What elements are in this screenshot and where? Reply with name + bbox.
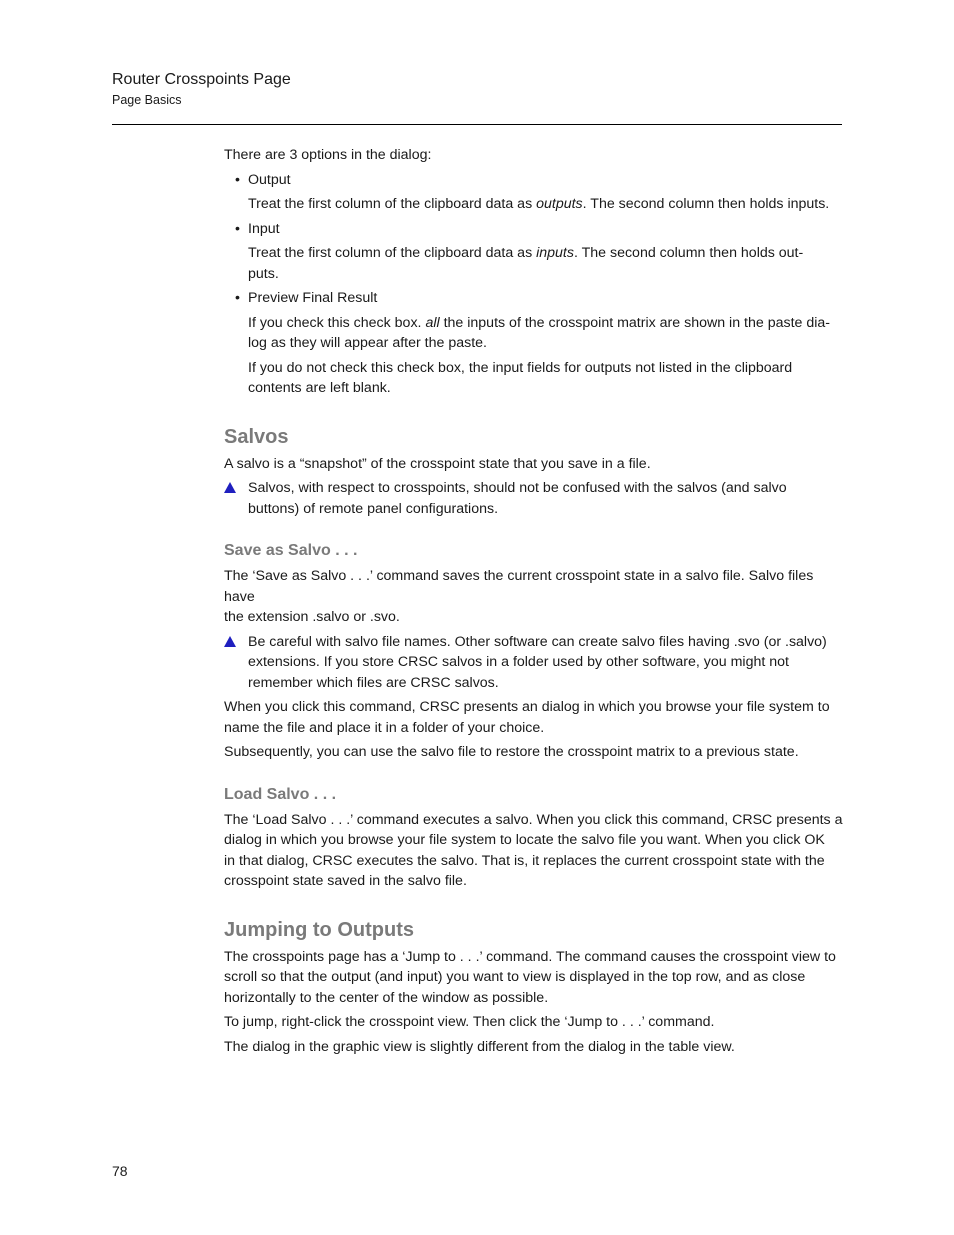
- option-label: Input: [248, 220, 280, 237]
- warning-triangle-icon: [224, 482, 236, 493]
- option-description: If you check this check box. all the inputs of the crosspoint matrix are shown in the paste dia- log as they will appear after the paste.: [248, 314, 831, 351]
- section-heading-jumping-to-outputs: Jumping to Outputs: [224, 918, 414, 941]
- subsection-heading-save-as-salvo: Save as Salvo . . .: [224, 542, 358, 559]
- page-body: [224, 145, 844, 1057]
- page-number: 78: [112, 1163, 128, 1179]
- salvos-note: [224, 478, 844, 519]
- bullet-icon: •: [235, 290, 240, 306]
- running-header-subtitle: Page Basics: [112, 93, 182, 107]
- option-preview-final-result: [224, 288, 844, 309]
- save-as-salvo-paragraph: Subsequently, you can use the salvo file to restore the crosspoint matrix to a previous state.: [224, 744, 799, 760]
- jumping-paragraph: The dialog in the graphic view is slightly different from the dialog in the table view.: [224, 1038, 735, 1055]
- header-divider: [112, 124, 842, 125]
- save-as-salvo-note: [224, 632, 844, 694]
- option-input: [224, 219, 844, 240]
- jumping-paragraph: The crosspoints page has a ‘Jump to . . .’ command. The command causes the crosspoint view to scroll so that the output (and input) you want to view is displayed in the top row, and as close horizontally to the center of the window as possible.: [224, 948, 836, 1006]
- option-output: [224, 170, 844, 191]
- section-heading-salvos: Salvos: [224, 425, 289, 448]
- option-description: If you do not check this check box, the input fields for outputs not listed in the clipboard contents are left blank.: [248, 359, 793, 396]
- note-text: Salvos, with respect to crosspoints, should not be confused with the salvos (and salvo buttons) of remote panel configurations.: [248, 480, 787, 517]
- warning-triangle-icon: [224, 636, 236, 647]
- load-salvo-paragraph: The ‘Load Salvo . . .’ command executes a salvo. When you click this command, CRSC presents a dialog in which you browse your file system to locate the salvo file you want. When you click OK in that dialog, CRSC executes the salvo. That is, it replaces the current crosspoint state with the crosspoint state saved in the salvo file.: [224, 811, 843, 889]
- option-label: Preview Final Result: [248, 290, 378, 306]
- options-intro: There are 3 options in the dialog:: [224, 147, 432, 163]
- note-text: Be careful with salvo file names. Other software can create salvo files having .svo (or .salvo) extensions. If you store CRSC salvos in a folder used by other software, you might not remember which files are CRSC salvos.: [248, 633, 827, 691]
- save-as-salvo-paragraph: When you click this command, CRSC presents an dialog in which you browse your file system to name the file and place it in a folder of your choice.: [224, 699, 830, 736]
- option-description: Treat the first column of the clipboard data as inputs. The second column then holds out- puts.: [248, 245, 804, 282]
- save-as-salvo-paragraph: The ‘Save as Salvo . . .’ command saves the current crosspoint state in a salvo file. Salvo files have the extension .salvo or .svo.: [224, 568, 814, 625]
- bullet-icon: •: [235, 171, 240, 188]
- subsection-heading-load-salvo: Load Salvo . . .: [224, 785, 337, 803]
- bullet-icon: •: [235, 220, 240, 237]
- salvos-intro: A salvo is a “snapshot” of the crosspoint state that you save in a file.: [224, 455, 651, 472]
- jumping-paragraph: To jump, right-click the crosspoint view. Then click the ‘Jump to . . .’ command.: [224, 1014, 715, 1030]
- running-header-title: Router Crosspoints Page: [112, 71, 291, 88]
- option-description: Treat the first column of the clipboard data as outputs. The second column then holds inputs.: [248, 196, 830, 212]
- option-label: Output: [248, 171, 291, 188]
